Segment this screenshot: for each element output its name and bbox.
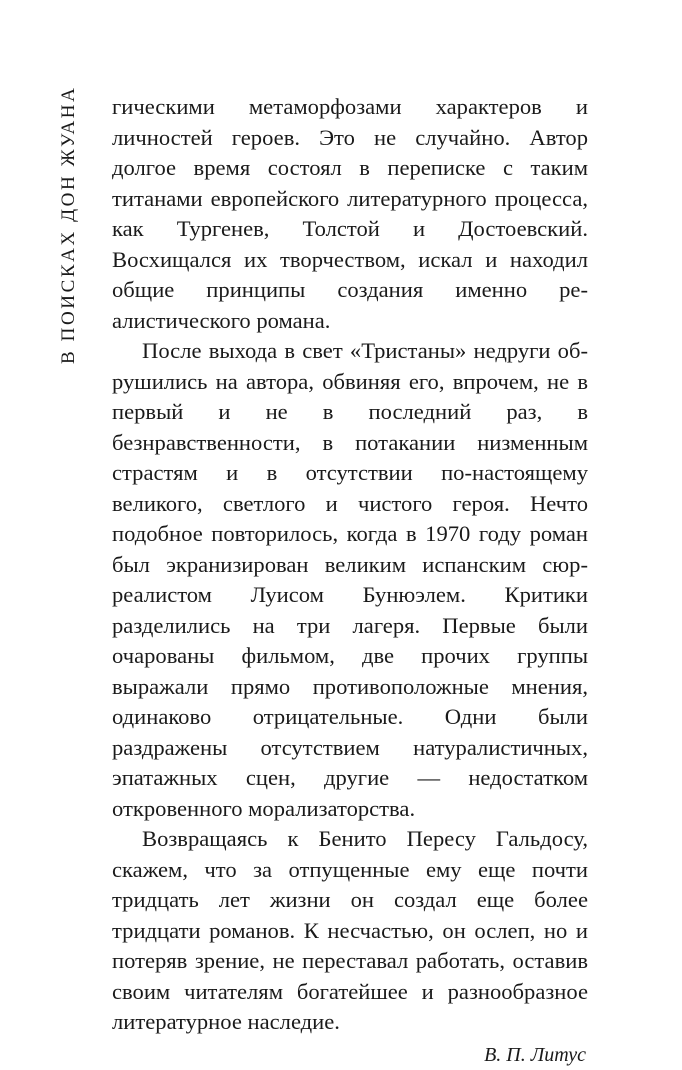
- running-head-text: В ПОИСКАХ ДОН ЖУАНА: [58, 85, 79, 364]
- paragraph-1: гическими метаморфозами характеров и личностей героев. Это не случайно. Автор долгое время состоял в переписке с таким титанами европейского литературного процесса, как Тургенев, Толстой и Достоевский. Восхищался их творчеством, искал и находил общие принципы создания именно реалистического романа.: [112, 94, 588, 333]
- author-signature: В. П. Литус: [484, 1043, 586, 1066]
- running-head: [56, 85, 82, 364]
- paragraph-3: Возвращаясь к Бенито Пересу Гальдосу, скажем, что за отпущенные ему еще почти тридцать лет жизни он создал еще более тридцати романов. К несчастью, он ослеп, но и потеряв зрение, не переставал работать, оставив своим читателям богатейшее и разнообразное литературное наследие.: [112, 826, 588, 1034]
- body-text: [112, 92, 588, 1070]
- paragraph-2: После выхода в свет «Тристаны» недруги обрушились на автора, обвиняя его, впрочем, не в первый и не в последний раз, в безнравственности, в потакании низменным страстям и в отсутствии по-настоящему великого, светлого и чистого героя. Нечто подобное повторилось, когда в 1970 году роман был экранизирован великим испанским сюрреалистом Луисом Бунюэлем. Критики разделились на три лагеря. Первые были очарованы фильмом, две прочих группы выражали прямо противоположные мнения, одинаково отрицательные. Одни были раздражены отсутствием натуралистичных, эпатажных сцен, другие — недостатком откровенного морализаторства.: [112, 338, 588, 821]
